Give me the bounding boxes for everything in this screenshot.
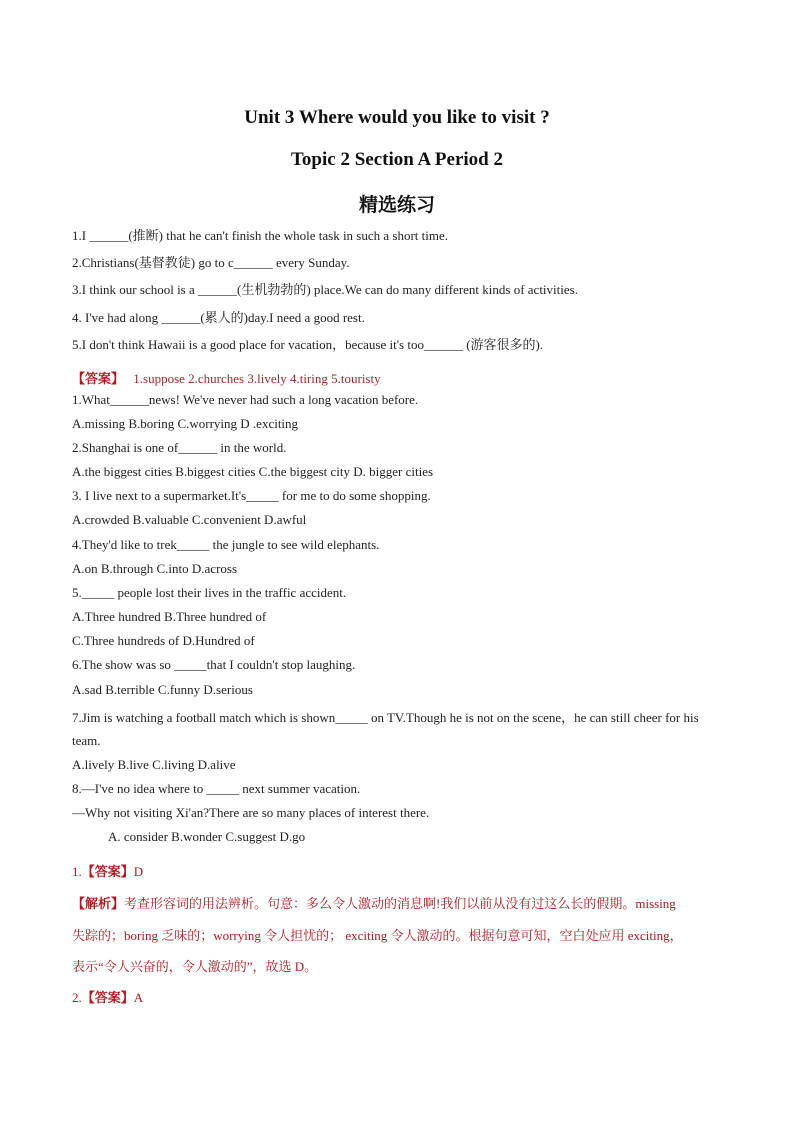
choice-question: 8.—I've no idea where to _____ next summer vacation. [72,781,361,796]
page-subtitle: Topic 2 Section A Period 2 [290,149,503,170]
answer-label: 【答案】 [81,990,134,1005]
answer-value: A [133,990,144,1005]
choice-question: 6.The show was so _____that I couldn't stop laughing. [72,657,356,672]
fill-in-answer [72,368,381,387]
choice-options: A.missing B.boring C.worrying D .exciting [72,416,299,431]
answer-text: 1.suppose 2.churches 3.lively 4.tiring 5.touristy [133,371,381,386]
explanation-line: 表示“令人兴奋的，令人激动的”，故选 D。 [72,959,318,974]
choice-question: 2.Shanghai is one of______ in the world. [72,440,287,455]
choice-question: 5._____ people lost their lives in the traffic accident. [72,585,347,600]
explanation-text: 考查形容词的用法辨析。句意：多么令人激动的消息啊!我们以前从没有过这么长的假期。missing [124,896,676,911]
explanation-line: 失踪的；boring 乏味的；worrying 令人担忧的； exciting 令人激动的。根据句意可知，空白处应用 exciting， [72,928,683,943]
choice-options: A.lively B.live C.living D.alive [72,757,236,772]
choice-question-continued: —Why not visiting Xi'an?There are so many places of interest there. [72,805,430,820]
answer-label: 【答案】 [72,371,125,386]
answer-label: 【答案】 [81,864,134,879]
choice-options: A.Three hundred B.Three hundred of [72,609,267,624]
fill-in-question: 3.I think our school is a ______(生机勃勃的) place.We can do many different kinds of activities. [72,282,578,297]
choice-question-continued: team. [72,733,101,748]
section-title: 精选练习 [358,195,435,216]
answer-value: D [133,864,144,879]
answer-2 [72,987,143,1006]
choice-question: 4.They'd like to trek_____ the jungle to see wild elephants. [72,537,380,552]
answer-number: 1. [72,864,82,879]
answer-number: 2. [72,990,82,1005]
choice-options: C.Three hundreds of D.Hundred of [72,633,255,648]
page-title: Unit 3 Where would you like to visit ? [244,107,550,128]
fill-in-question: 1.I ______(推断) that he can't finish the whole task in such a short time. [72,228,449,243]
answer-1 [72,861,143,880]
choice-options: A.sad B.terrible C.funny D.serious [72,682,253,697]
choice-options: A.crowded B.valuable C.convenient D.awful [72,512,307,527]
explanation-line [72,893,676,912]
choice-options: A.on B.through C.into D.across [72,561,238,576]
choice-options: A.the biggest cities B.biggest cities C.the biggest city D. bigger cities [72,464,434,479]
fill-in-question: 4. I've had along ______(累人的)day.I need a good rest. [72,310,365,325]
fill-in-question: 5.I don't think Hawaii is a good place for vacation，because it's too______ (游客很多的). [72,337,544,352]
fill-in-question: 2.Christians(基督教徒) go to c______ every Sunday. [72,255,350,270]
choice-question: 7.Jim is watching a football match which is shown_____ on TV.Though he is not on the scene，he can still cheer for his [72,710,699,725]
choice-question: 1.What______news! We've never had such a long vacation before. [72,392,419,407]
choice-options: A. consider B.wonder C.suggest D.go [108,829,306,844]
explanation-label: 【解析】 [72,896,125,911]
choice-question: 3. I live next to a supermarket.It's_____ for me to do some shopping. [72,488,431,503]
